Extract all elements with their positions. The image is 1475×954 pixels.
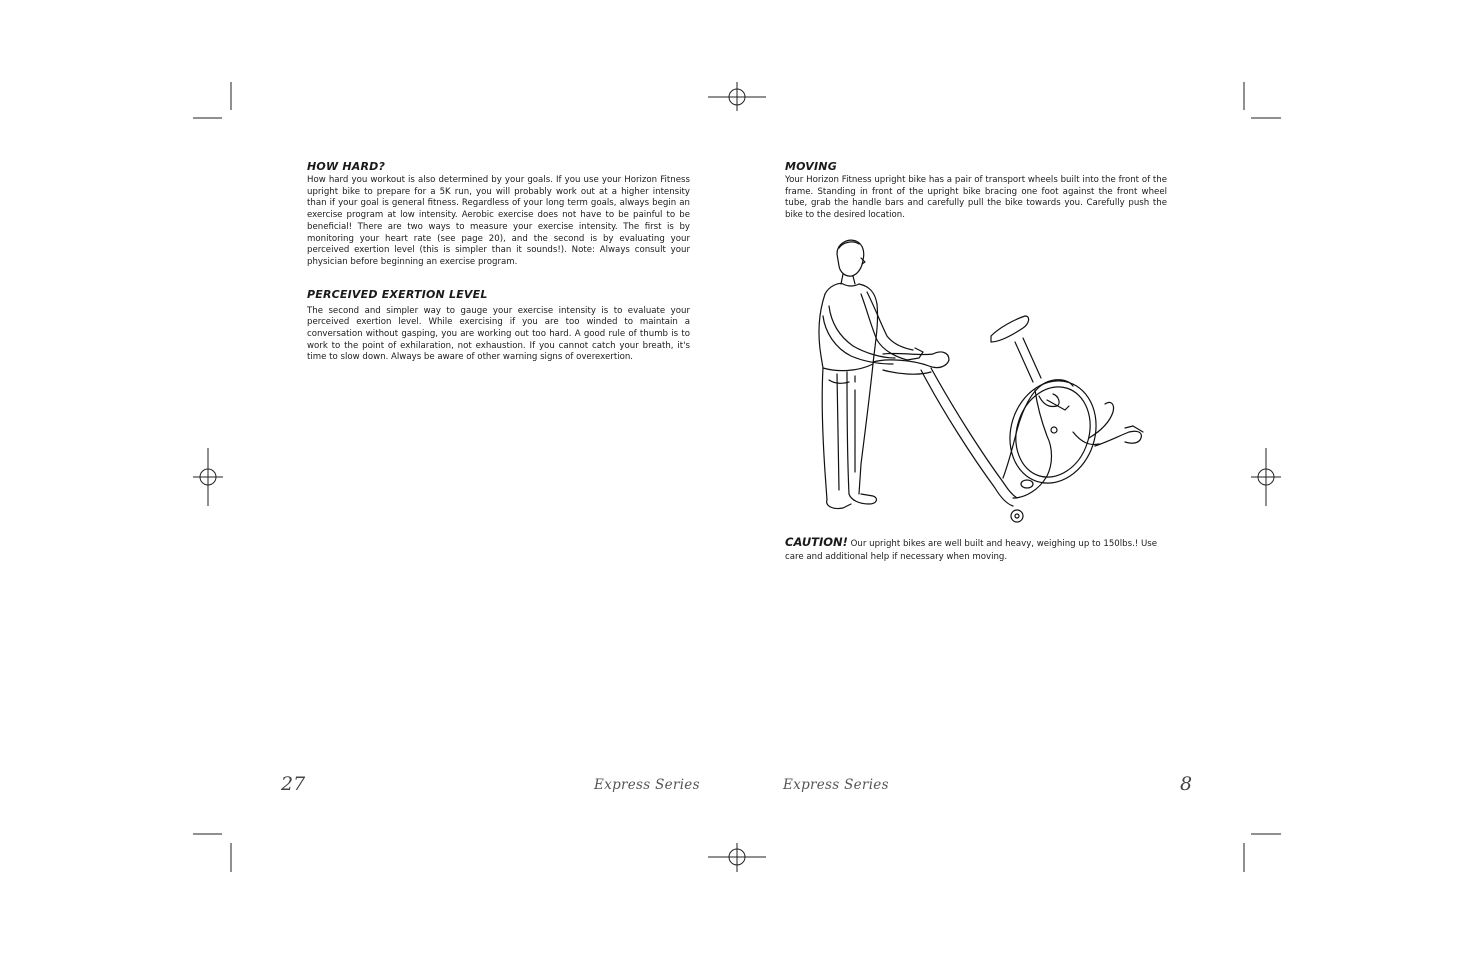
caution-text: Our upright bikes are well built and heavy, weighing up to 150lbs.! Use care and additional help if necessary when moving.: [785, 539, 1158, 562]
series-name-left: Express Series: [594, 777, 700, 793]
paragraph-perceived-exertion: The second and simpler way to gauge your exercise intensity is to evaluate your perceived exertion level. While exercising if you are too winded to maintain a conversation without gasping, you are working out too hard. A good rule of thumb is to work to the point of exhilaration, not exhaustion. If you cannot catch your breath, it's time to slow down. Always be aware of other warning signs of overexertion.: [307, 305, 690, 363]
registration-mark-bottom: [708, 843, 766, 872]
paragraph-how-hard: How hard you workout is also determined by your goals. If you use your Horizon Fitness upright bike to prepare for a 5K run, you will probably work out at a higher intensity than if your goal is general fitness. Regardless of your long term goals, always begin an exercise program at low intensity. Aerobic exercise does not have to be painful to be beneficial! There are two ways to measure your exercise intensity. The first is by monitoring your heart rate (see page 20), and the second is by evaluating your perceived exertion level (this is simpler than it sounds!). Note: Always consult your physician before beginning an exercise program.: [307, 175, 690, 267]
right-page-content: [785, 160, 1167, 222]
person-moving-bike-illustration: [803, 232, 1153, 532]
registration-mark-top: [708, 82, 766, 111]
page-number-right: 8: [1180, 773, 1193, 795]
section-how-hard: [307, 160, 690, 269]
registration-mark-left: [193, 448, 223, 506]
page-number-left: 27: [281, 773, 306, 795]
section-perceived-exertion: [307, 288, 690, 365]
left-page-content: [307, 160, 690, 364]
paragraph-moving: Your Horizon Fitness upright bike has a pair of transport wheels built into the front of the frame. Standing in front of the upright bike bracing one foot against the front wheel tube, grab the handle bars and carefully pull the bike towards you. Carefully push the bike to the desired location.: [785, 175, 1167, 221]
caution-label: CAUTION!: [785, 535, 848, 549]
caution-note: [785, 536, 1167, 564]
series-name-right: Express Series: [783, 777, 889, 793]
heading-how-hard: HOW HARD?: [307, 160, 386, 173]
heading-moving: MOVING: [785, 160, 837, 173]
registration-mark-right: [1251, 448, 1281, 506]
heading-perceived-exertion: PERCEIVED EXERTION LEVEL: [307, 287, 488, 301]
